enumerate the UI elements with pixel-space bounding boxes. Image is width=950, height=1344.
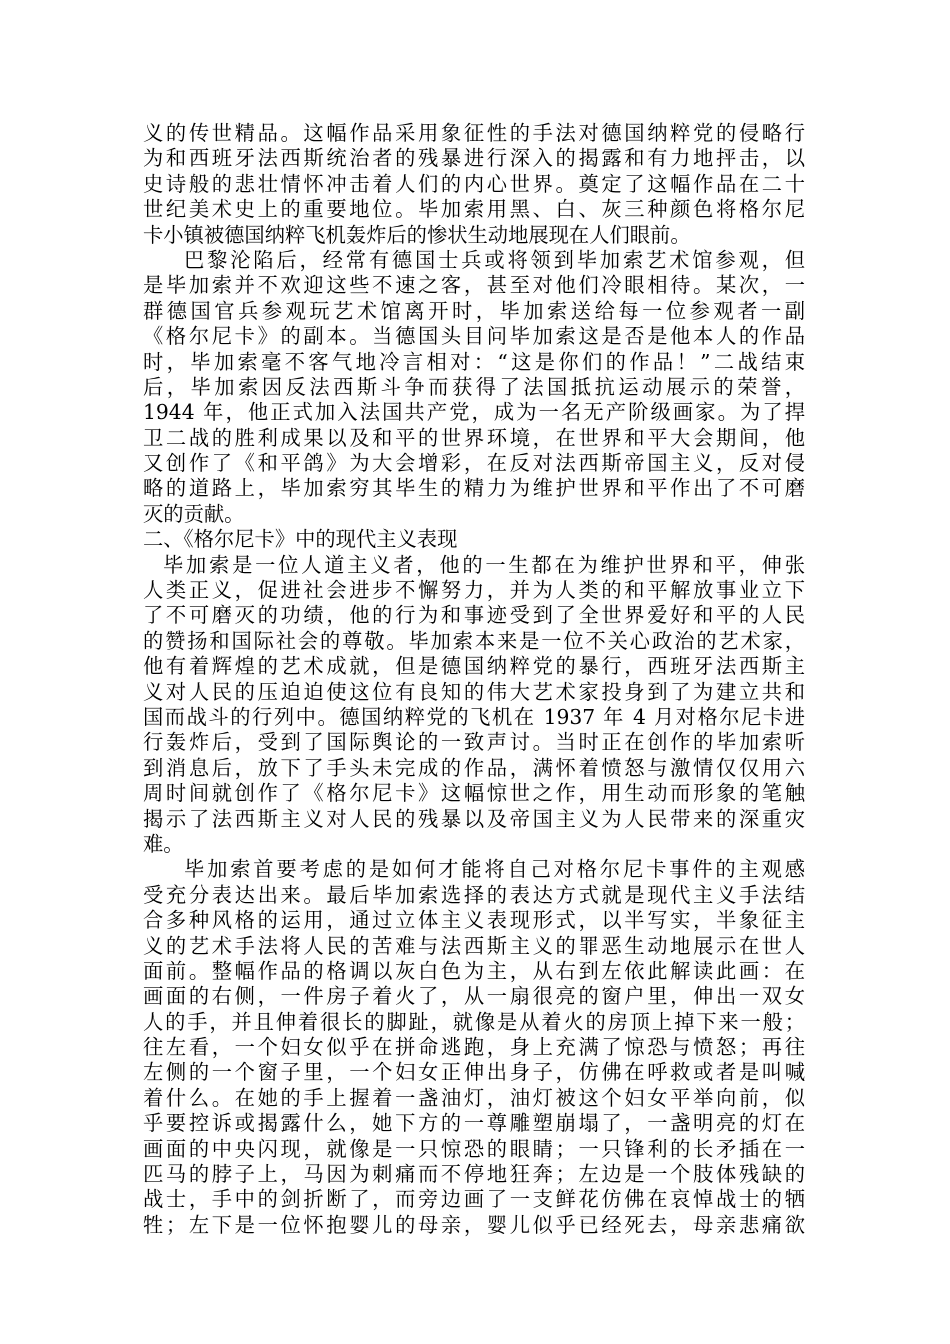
text-line: 《格尔尼卡》的副本。当德国头目问毕加索这是否是他本人的作品 — [143, 324, 805, 349]
text-line: 牲；左下是一位怀抱婴儿的母亲，婴儿似乎已经死去，母亲悲痛欲 — [143, 1212, 805, 1237]
text-line: 毕加索是一位人道主义者，他的一生都在为维护世界和平，伸张 — [163, 552, 805, 577]
text-line: 后，毕加索因反法西斯斗争而获得了法国抵抗运动展示的荣誉， — [143, 374, 805, 399]
text-line: 着什么。在她的手上握着一盏油灯，油灯被这个妇女平举向前，似 — [143, 1085, 805, 1110]
text-line: 又创作了《和平鸽》为大会增彩，在反对法西斯帝国主义，反对侵 — [143, 451, 805, 476]
text-line: 是毕加索并不欢迎这些不速之客，甚至对他们冷眼相待。某次，一 — [143, 273, 805, 298]
text-line: 揭示了法西斯主义对人民的残暴以及帝国主义为人民带来的深重灾 — [143, 806, 805, 831]
text-line: 行轰炸后，受到了国际舆论的一致声讨。当时正在创作的毕加索听 — [143, 730, 805, 755]
text-line: 略的道路上，毕加索穷其毕生的精力为维护世界和平作出了不可磨 — [143, 476, 805, 501]
text-line: 义的艺术手法将人民的苦难与法西斯主义的罪恶生动地展示在世人 — [143, 933, 805, 958]
text-line: 他有着辉煌的艺术成就，但是德国纳粹党的暴行，西班牙法西斯主 — [143, 654, 805, 679]
text-line: 受充分表达出来。最后毕加索选择的表达方式就是现代主义手法结 — [143, 882, 805, 907]
text-line: 合多种风格的运用，通过立体主义表现形式，以半写实，半象征主 — [143, 908, 805, 933]
text-line: 为和西班牙法西斯统治者的残暴进行深入的揭露和有力地抨击，以 — [143, 146, 805, 171]
text-line: 匹马的脖子上，马因为刺痛而不停地狂奔；左边是一个肢体残缺的 — [143, 1162, 805, 1187]
section-heading: 二、《格尔尼卡》中的现代主义表现 — [143, 527, 458, 552]
text-line: 卡小镇被德国纳粹飞机轰炸后的惨状生动地展现在人们眼前。 — [143, 222, 691, 247]
text-line: 人类正义，促进社会进步不懈努力，并为人类的和平解放事业立下 — [143, 578, 805, 603]
text-line: 卫二战的胜利成果以及和平的世界环境，在世界和平大会期间，他 — [143, 425, 805, 450]
text-line: 往左看，一个妇女似乎在拼命逃跑，身上充满了惊恐与愤怒；再往 — [143, 1035, 805, 1060]
text-line: 面前。整幅作品的格调以灰白色为主，从右到左依此解读此画：在 — [143, 958, 805, 983]
text-line: 义对人民的压迫迫使这位有良知的伟大艺术家投身到了为建立共和 — [143, 679, 805, 704]
text-line: 灭的贡献。 — [143, 501, 245, 526]
text-line: 1944 年，他正式加入法国共产党，成为一名无产阶级画家。为了捍 — [143, 400, 805, 425]
text-line: 毕加索首要考虑的是如何才能将自己对格尔尼卡事件的主观感 — [184, 857, 805, 882]
text-line: 周时间就创作了《格尔尼卡》这幅惊世之作，用生动而形象的笔触 — [143, 781, 805, 806]
text-line: 人的手，并且伸着很长的脚趾，就像是从着火的房顶上掉下来一般； — [143, 1009, 805, 1034]
text-line: 巴黎沦陷后，经常有德国士兵或将领到毕加索艺术馆参观，但 — [184, 247, 805, 272]
text-line: 史诗般的悲壮情怀冲击着人们的内心世界。奠定了这幅作品在二十 — [143, 171, 805, 196]
text-line: 了不可磨灭的功绩，他的行为和事迹受到了全世界爱好和平的人民 — [143, 603, 805, 628]
text-line: 的赞扬和国际社会的尊敬。毕加索本来是一位不关心政治的艺术家， — [143, 628, 805, 653]
text-line: 世纪美术史上的重要地位。毕加索用黑、白、灰三种颜色将格尔尼 — [143, 197, 805, 222]
text-line: 画面的中央闪现，就像是一只惊恐的眼睛；一只锋利的长矛插在一 — [143, 1136, 805, 1161]
document-body — [143, 121, 805, 1238]
text-line: 义的传世精品。这幅作品采用象征性的手法对德国纳粹党的侵略行 — [143, 121, 805, 145]
text-line: 到消息后，放下了手头未完成的作品，满怀着愤怒与激情仅仅用六 — [143, 755, 805, 780]
text-line: 时，毕加索毫不客气地冷言相对：“这是你们的作品！”二战结束 — [143, 349, 805, 374]
text-line: 战士，手中的剑折断了，而旁边画了一支鲜花仿佛在哀悼战士的牺 — [143, 1187, 805, 1212]
text-line: 难。 — [143, 831, 184, 856]
text-line: 画面的右侧，一件房子着火了，从一扇很亮的窗户里，伸出一双女 — [143, 984, 805, 1009]
text-line: 群德国官兵参观玩艺术馆离开时，毕加索送给每一位参观者一副 — [143, 298, 805, 323]
text-line: 国而战斗的行列中。德国纳粹党的飞机在 1937 年 4 月对格尔尼卡进 — [143, 704, 805, 729]
text-line: 乎要控诉或揭露什么，她下方的一尊雕塑崩塌了，一盏明亮的灯在 — [143, 1111, 805, 1136]
text-line: 左侧的一个窗子里，一个妇女正伸出身子，仿佛在呼救或者是叫喊 — [143, 1060, 805, 1085]
